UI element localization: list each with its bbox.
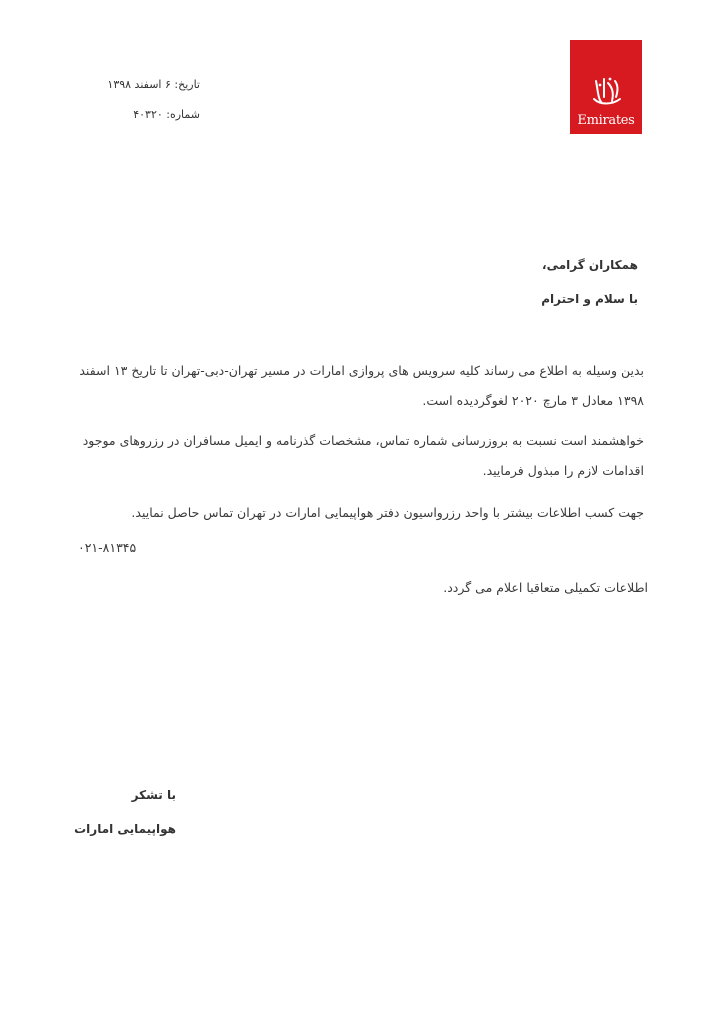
- logo-wordmark: Emirates: [577, 113, 635, 128]
- emirates-calligraphy-icon: [588, 75, 624, 109]
- paragraph-contact: جهت کسب اطلاعات بیشتر با واحد رزرواسیون دفتر هواپیمایی امارات در تهران تماس حاصل نمایید.: [131, 505, 644, 520]
- salutation-title: همکاران گرامی،: [542, 258, 638, 272]
- closing-signature: هواپیمایی امارات: [74, 822, 176, 836]
- emirates-logo: [570, 40, 642, 134]
- phone-number: ۰۲۱-۸۱۳۴۵: [78, 540, 137, 555]
- closing-thanks: با تشکر: [131, 788, 176, 802]
- paragraph-further-info: اطلاعات تکمیلی متعاقبا اعلام می گردد.: [443, 580, 648, 595]
- date-line: تاریخ: ۶ اسفند ۱۳۹۸: [107, 78, 200, 91]
- paragraph-cancellation: بدین وسیله به اطلاع می رساند کلیه سرویس های پروازی امارات در مسیر تهران-دبی-تهران تا تاریخ ۱۳ اسفند ۱۳۹۸ معادل ۳ مارچ ۲۰۲۰ لغوگردیده است.: [79, 363, 644, 408]
- letter-number: شماره: ۴۰۳۲۰: [133, 108, 200, 121]
- paragraph-update-request: خواهشمند است نسبت به بروزرسانی شماره تماس، مشخصات گذرنامه و ایمیل مسافران در رزروهای موجود اقدامات لازم را مبذول فرمایید.: [82, 433, 644, 478]
- salutation-greeting: با سلام و احترام: [541, 292, 638, 306]
